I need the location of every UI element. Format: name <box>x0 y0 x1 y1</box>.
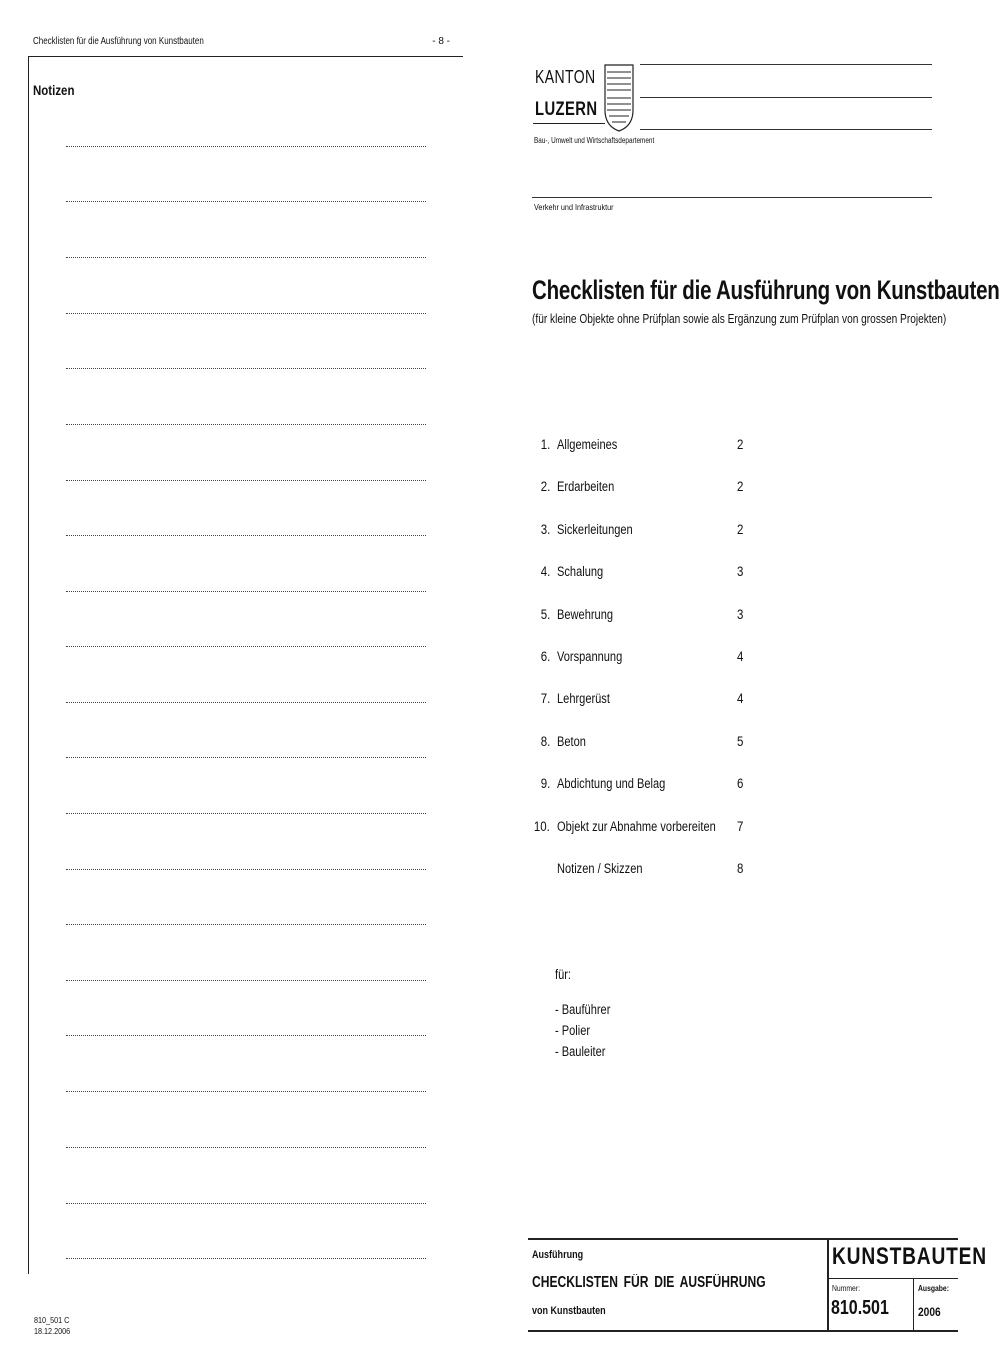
department-name: Bau-, Umwelt und Wirtschaftsdepartement <box>534 136 655 145</box>
note-line <box>66 146 426 147</box>
toc-label: Sickerleitungen <box>557 522 633 537</box>
title-block-category: Ausführung <box>532 1249 584 1261</box>
toc-page: 4 <box>737 649 744 664</box>
toc-label: Beton <box>557 734 586 749</box>
logo-kanton-text: KANTON <box>535 67 596 87</box>
toc-page: 5 <box>737 734 744 749</box>
canton-shield-icon <box>604 64 638 132</box>
toc-page: 6 <box>737 776 744 791</box>
title-block-series: KUNSTBAUTEN <box>832 1243 987 1270</box>
toc-number: 4. <box>540 564 550 579</box>
left-page-header <box>30 36 460 56</box>
toc-label: Notizen / Skizzen <box>557 861 643 876</box>
note-line <box>66 702 426 703</box>
note-line <box>66 257 426 258</box>
toc-item <box>532 819 752 839</box>
toc-page: 2 <box>737 479 744 494</box>
toc-item <box>532 861 752 881</box>
title-block-edition: 2006 <box>918 1305 941 1319</box>
title-block-edition-label: Ausgabe: <box>918 1284 949 1293</box>
toc-page: 2 <box>737 522 744 537</box>
note-line <box>66 424 426 425</box>
note-line <box>66 1203 426 1204</box>
toc-label: Schalung <box>557 564 604 579</box>
toc-number: 7. <box>540 691 550 706</box>
toc-item <box>532 734 752 754</box>
note-line <box>66 1035 426 1036</box>
toc-page: 7 <box>737 819 744 834</box>
left-header-page-number: - 8 - <box>432 36 450 47</box>
note-line <box>66 1258 426 1259</box>
toc-page: 4 <box>737 691 744 706</box>
toc-item <box>532 607 752 627</box>
note-line <box>66 480 426 481</box>
title-block-divider <box>827 1238 829 1330</box>
left-margin-rule <box>28 56 29 1274</box>
title-block-divider <box>913 1278 914 1330</box>
logo-underline <box>533 123 605 124</box>
document-title: Checklisten für die Ausführung von Kunstbauten <box>532 275 1000 305</box>
toc-item <box>532 649 752 669</box>
header-rule <box>640 97 932 98</box>
audience-item: - Bauführer <box>555 1002 611 1017</box>
title-block-divider <box>828 1278 958 1279</box>
logo-luzern-text: LUZERN <box>535 99 598 120</box>
note-line <box>66 757 426 758</box>
audience-heading: für: <box>555 967 572 982</box>
audience-item: - Bauleiter <box>555 1044 606 1059</box>
toc-item <box>532 479 752 499</box>
note-line <box>66 1091 426 1092</box>
toc-label: Bewehrung <box>557 607 614 622</box>
toc-item <box>532 776 752 796</box>
note-line <box>66 368 426 369</box>
division-name: Verkehr und Infrastruktur <box>534 202 614 212</box>
note-line <box>66 924 426 925</box>
toc-label: Objekt zur Abnahme vorbereiten <box>557 819 716 834</box>
toc-label: Allgemeines <box>557 437 618 452</box>
toc-label: Lehrgerüst <box>557 691 610 706</box>
title-block-bottom-rule <box>528 1330 958 1332</box>
footer-document-code: 810_501 C <box>34 1315 70 1325</box>
audience-item: - Polier <box>555 1023 591 1038</box>
toc-number: 3. <box>540 522 550 537</box>
division-rule <box>532 197 932 198</box>
toc-item <box>532 564 752 584</box>
toc-number: 1. <box>540 437 550 452</box>
toc-page: 3 <box>737 607 744 622</box>
note-line <box>66 646 426 647</box>
note-line <box>66 1147 426 1148</box>
header-rule <box>640 129 932 130</box>
notes-heading: Notizen <box>33 82 75 98</box>
toc-page: 3 <box>737 564 744 579</box>
title-block-top-rule <box>528 1238 958 1240</box>
note-line <box>66 201 426 202</box>
toc-label: Abdichtung und Belag <box>557 776 666 791</box>
left-footer <box>34 1315 70 1337</box>
toc-number: 2. <box>540 479 550 494</box>
left-header-rule <box>28 56 463 57</box>
toc-page: 2 <box>737 437 744 452</box>
toc-item <box>532 437 752 457</box>
note-line <box>66 591 426 592</box>
header-rule <box>640 64 932 65</box>
toc-page: 8 <box>737 861 744 876</box>
title-block-title: CHECKLISTEN FÜR DIE AUSFÜHRUNG <box>532 1274 766 1291</box>
toc-number: 8. <box>540 734 550 749</box>
note-line <box>66 813 426 814</box>
toc-item <box>532 522 752 542</box>
footer-date: 18.12.2006 <box>34 1326 71 1336</box>
title-block-number: 810.501 <box>831 1297 889 1319</box>
toc-number: 10. <box>534 819 550 834</box>
note-line <box>66 869 426 870</box>
toc-item <box>532 691 752 711</box>
title-block-subtitle: von Kunstbauten <box>532 1305 606 1317</box>
note-line <box>66 313 426 314</box>
note-line <box>66 535 426 536</box>
toc-label: Vorspannung <box>557 649 623 664</box>
note-line <box>66 980 426 981</box>
toc-number: 5. <box>540 607 550 622</box>
left-header-title: Checklisten für die Ausführung von Kunstbauten <box>33 36 204 47</box>
title-block-number-label: Nummer: <box>832 1284 860 1293</box>
toc-label: Erdarbeiten <box>557 479 615 494</box>
toc-number: 6. <box>540 649 550 664</box>
document-subtitle: (für kleine Objekte ohne Prüfplan sowie als Ergänzung zum Prüfplan von grossen Projekten) <box>532 311 947 326</box>
toc-number: 9. <box>540 776 550 791</box>
